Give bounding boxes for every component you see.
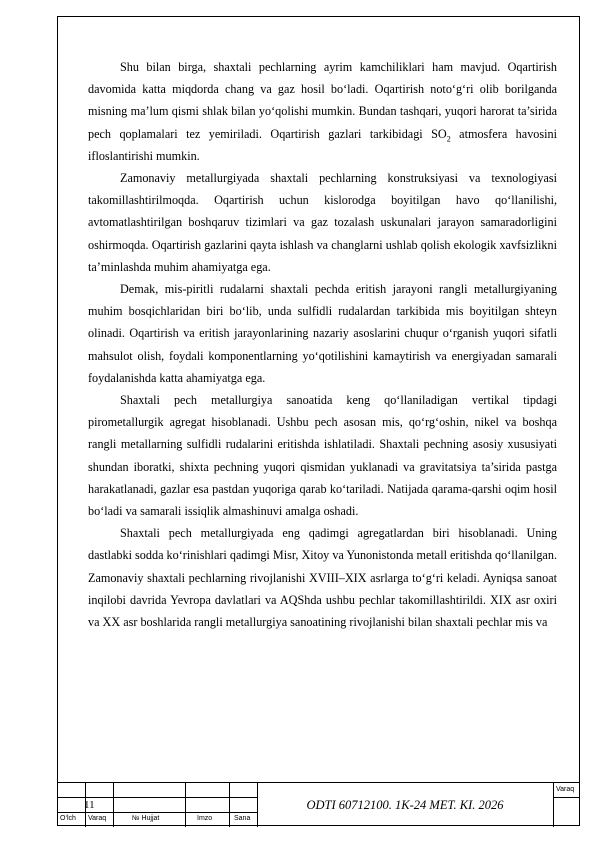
sheet-label: Varaq <box>556 786 575 793</box>
col-imzo: Imzo <box>197 815 213 822</box>
paragraph-5: Shaxtali pech metallurgiyada eng qadimgi agregatlardan biri hisoblanadi. Uning dastlabki sodda ko‘rinishlari qadimgi Misr, Xitoy va Yunonistonda metall eritishda qo‘llanilgan. Zamonaviy shaxtali pechlarning rivojlanishi XVIII–XIX asrlarga to‘g‘ri keladi. Ayniqsa sanoat inqilobi davrida Yevropa davlatlari va AQShda ushbu pechlar takomillashtirildi. XIX asr oxiri va XX asr boshlarida rangli metallurgiya sanoatining rivojlanishi bilan shaxtali pechlar mis va <box>88 526 557 630</box>
col-hujjat: № Hujjat <box>132 815 160 822</box>
row-number: 11 <box>84 799 95 811</box>
paragraph-3: Demak, mis-piritli rudalarni shaxtali pechda eritish jarayoni rangli metallurgiyaning muhim bosqichlaridan biri bo‘lib, unda sulfidli rudalardan tarkibida mis boyitilgan shteyn olinadi. Oqartirish va eritish jarayonlarining nazariy asoslarini chuqur o‘rganish yuqori sifatli mahsulot olish, foydali komponentlarning yo‘qotilishini kamaytirish va energiyadan samarali foydalanishda katta ahamiyatga ega. <box>88 282 557 385</box>
col-sana: Sana <box>234 815 251 822</box>
subscript: 2 <box>446 134 451 144</box>
col-olch: O‘lch <box>60 815 76 822</box>
paragraph-1: Shu bilan birga, shaxtali pechlarning ayrim kamchiliklari ham mavjud. Oqartirish davomida katta miqdorda chang va gaz hosil bo‘ladi. Oqartirish noto‘g‘ri olib borilganda misning ma’lum qismi shlak bilan yo‘qolishi mumkin. Bundan tashqari, yuqori harorat ta’sirida pech qoplamalari tez yemiriladi. Oqartirish gazlari tarkibidagi $SO_2$ atmosfera havosini ifloslantirishi mumkin. <box>88 60 557 163</box>
document-code: ODTI 60712100. 1K-24 MET. KI. 2026 <box>306 797 504 812</box>
paragraph-4: Shaxtali pech metallurgiya sanoatida keng qo‘llaniladigan vertikal tipdagi pirometallurgik agregat hisoblanadi. Ushbu pech asosan mis, qo‘rg‘oshin, nikel va boshqa rangli metallarning sulfidli rudalarini eritishda ishlatiladi. Shaxtali pechning asosiy xususiyati shundan iboratki, shixta pechning yuqori qismidan yuklanadi va gravitatsiya ta’sirida pastga harakatlanadi, gazlar esa pastdan yuqoriga qarab ko‘tariladi. Natijada qarama-qarshi oqim hosil bo‘ladi va samarali issiqlik almashinuvi amalga oshadi. <box>88 393 557 519</box>
col-varaq: Varaq <box>88 815 107 822</box>
document-body <box>88 56 557 633</box>
title-block <box>57 782 580 827</box>
paragraph-2: Zamonaviy metallurgiyada shaxtali pechlarning konstruksiyasi va texnologiyasi takomillashtirilmoqda. Oqartirish uchun kislorodga boyitilgan havo qo‘llanilishi, avtomatlashtirilgan boshqaruv tizimlari va gaz tozalash uskunalari jarayon samaradorligini oshirmoqda. Oqartirish gazlarini qayta ishlash va changlarni ushlab qolish ekologik xavfsizlikni ta’minlashda muhim ahamiyatga ega. <box>88 171 557 274</box>
